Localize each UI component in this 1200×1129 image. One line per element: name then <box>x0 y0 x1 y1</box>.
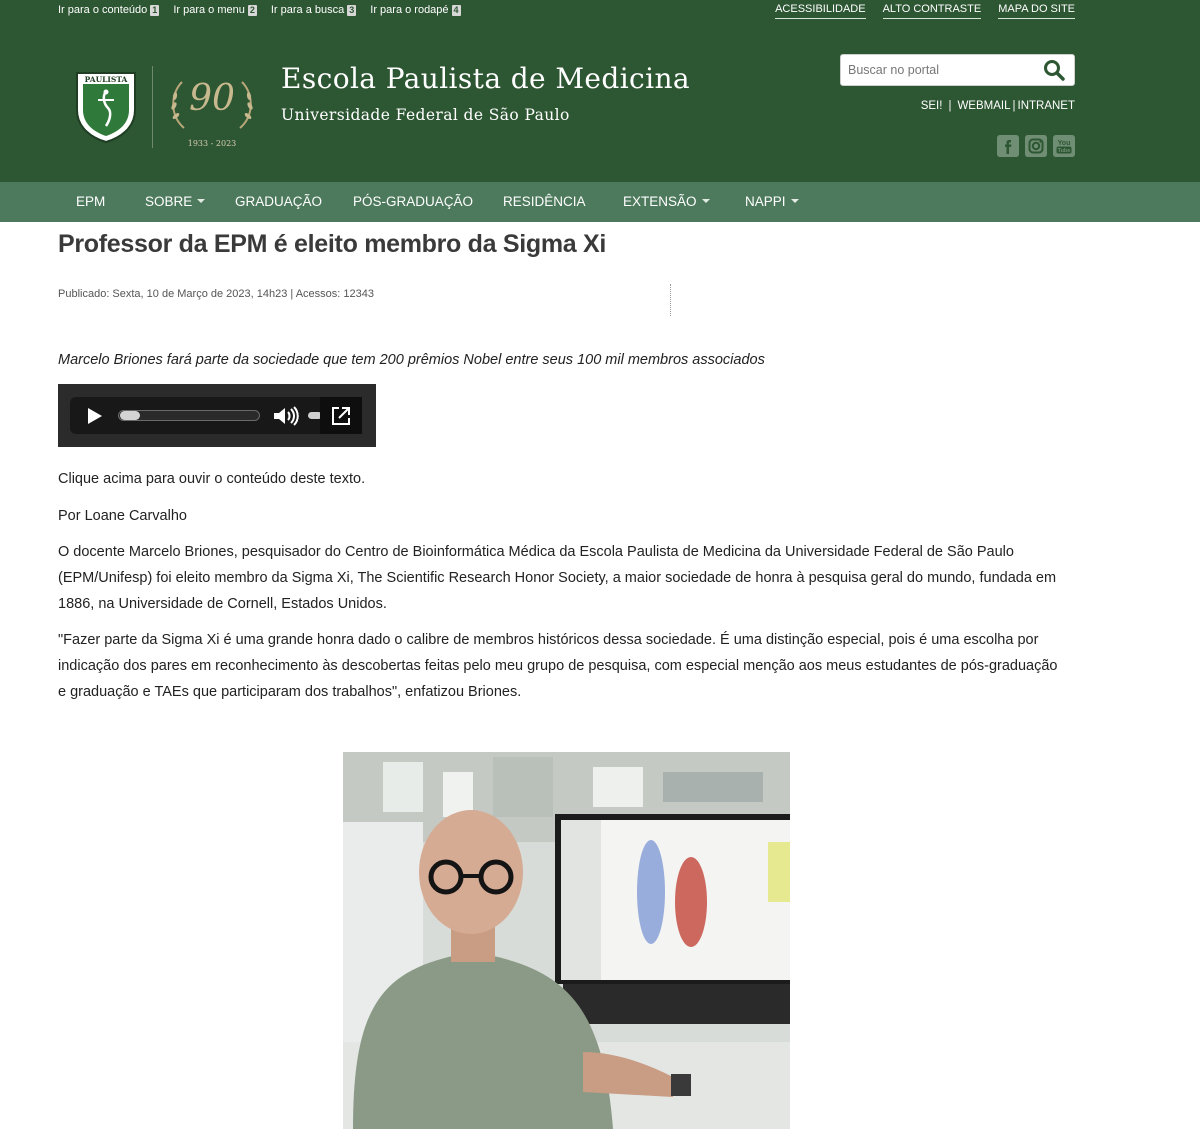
nav-item-sobre[interactable]: SOBRE <box>145 194 205 209</box>
meta-divider <box>670 284 671 316</box>
skip-link-search[interactable]: Ir para a busca 3 <box>270 4 355 16</box>
svg-text:1933 - 2023: 1933 - 2023 <box>187 139 237 148</box>
article-title: Professor da EPM é eleito membro da Sigma Xi <box>58 230 607 258</box>
main-nav <box>0 182 1200 222</box>
search-input[interactable] <box>841 56 1034 84</box>
svg-text:90: 90 <box>189 78 235 119</box>
utility-links <box>921 100 1075 112</box>
audio-controls <box>70 397 362 434</box>
svg-text:You: You <box>1057 140 1071 147</box>
sei-link[interactable]: SEI! <box>920 100 943 112</box>
accessibility-link[interactable]: ACESSIBILIDADE <box>775 3 865 19</box>
caret-down-icon <box>702 199 710 203</box>
svg-text:Tube: Tube <box>1057 148 1071 154</box>
site-title[interactable]: Escola Paulista de Medicina <box>281 62 691 95</box>
nav-item-nappi[interactable]: NAPPI <box>745 194 799 209</box>
epm-shield-logo <box>74 70 138 144</box>
article-paragraph: O docente Marcelo Briones, pesquisador do Centro de Bioinformática Médica da Escola Paulista de Medicina da Universidade Federal de São Paulo (EPM/Unifesp) foi eleito membro da Sigma Xi, The Scientific Research Honor Society, a maior sociedade de honra à pesquisa geral do mundo, fundada em 1886, na Universidade de Cornell, Estados Unidos. <box>58 544 1057 612</box>
article-paragraph: "Fazer parte da Sigma Xi é uma grande honra dado o calibre de membros históricos dessa sociedade. É uma distinção especial, pois é uma escolha por indicação dos pares em reconhecimento às descobertas feitas pelo meu grupo de pesquisa, com especial menção aos meus estudantes de pós-graduação e graduação e TAEs que participaram dos trabalhos", enfatizou Briones. <box>58 632 1058 700</box>
90-years-logo <box>164 66 260 152</box>
researcher-photo-illustration <box>343 752 790 1129</box>
search-button[interactable] <box>1034 55 1074 85</box>
youtube-icon[interactable] <box>1053 135 1075 157</box>
article-lead: Marcelo Briones fará parte da sociedade que tem 200 prêmios Nobel entre seus 100 mil membros associados <box>58 352 765 368</box>
audio-progress-knob[interactable] <box>120 411 140 420</box>
skip-link-footer[interactable]: Ir para o rodapé 4 <box>370 4 459 16</box>
article-photo <box>343 752 790 1129</box>
skip-link-menu[interactable]: Ir para o menu 2 <box>173 4 255 16</box>
site-subtitle: Universidade Federal de São Paulo <box>281 106 570 124</box>
search-icon <box>1043 59 1065 81</box>
nav-item-graduacao[interactable]: GRADUAÇÃO <box>235 194 323 209</box>
nav-item-pos-graduacao[interactable]: PÓS-GRADUAÇÃO <box>353 194 474 209</box>
play-button[interactable] <box>84 406 104 426</box>
skip-link-content[interactable]: Ir para o conteúdo 1 <box>58 4 158 16</box>
volume-button[interactable] <box>272 405 300 427</box>
external-link-icon <box>330 405 352 427</box>
svg-text:PAULISTA: PAULISTA <box>84 75 128 84</box>
article-meta: Publicado: Sexta, 10 de Março de 2023, 14h23 | Acessos: 12343 <box>58 288 374 300</box>
search-box <box>840 54 1075 86</box>
caret-down-icon <box>791 199 799 203</box>
sitemap-link[interactable]: MAPA DO SITE <box>998 3 1075 19</box>
logo[interactable] <box>74 66 264 156</box>
top-links <box>775 3 1075 19</box>
popout-button[interactable] <box>320 397 362 434</box>
social-links <box>997 135 1075 157</box>
logo-divider <box>152 66 153 148</box>
listen-instructions: Clique acima para ouvir o conteúdo deste texto. <box>58 471 366 487</box>
caret-down-icon <box>197 199 205 203</box>
separator: | <box>948 100 952 112</box>
play-icon <box>84 406 104 426</box>
nav-item-residencia[interactable]: RESIDÊNCIA <box>503 194 586 209</box>
skip-links <box>58 4 461 16</box>
nav-item-extensao[interactable]: EXTENSÃO <box>623 194 710 209</box>
site-header <box>0 0 1200 182</box>
facebook-icon[interactable] <box>997 135 1019 157</box>
audio-player <box>58 384 376 447</box>
audio-progress-bar[interactable] <box>118 410 260 421</box>
intranet-link[interactable]: INTRANET <box>1017 100 1075 112</box>
instagram-icon[interactable] <box>1025 135 1047 157</box>
separator: | <box>1012 100 1016 112</box>
high-contrast-link[interactable]: ALTO CONTRASTE <box>883 3 982 19</box>
nav-item-epm[interactable]: EPM <box>76 194 106 209</box>
webmail-link[interactable]: WEBMAIL <box>957 100 1011 112</box>
article-byline: Por Loane Carvalho <box>58 508 187 524</box>
volume-icon <box>272 405 300 427</box>
